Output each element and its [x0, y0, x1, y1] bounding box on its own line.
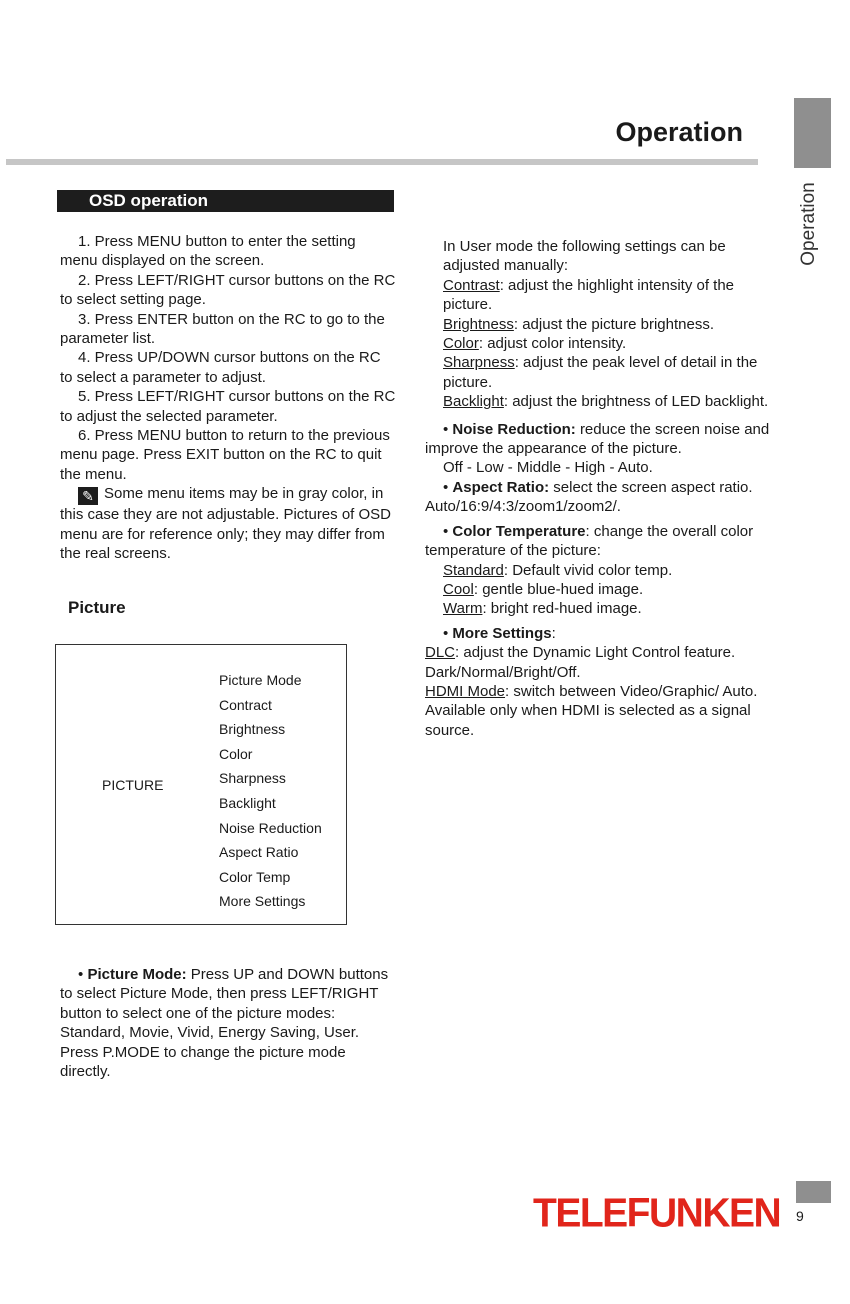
term-warm: Warm	[443, 600, 483, 618]
user-item-contrast	[443, 276, 777, 315]
desc-brightness: : adjust the picture brightness.	[513, 315, 714, 333]
ct-cool	[443, 580, 777, 599]
term-color: Color	[443, 335, 479, 353]
ct-warm	[443, 599, 777, 618]
noise-text: reduce the screen noise and improve the appearance of the picture.	[425, 420, 770, 458]
header-rule	[6, 159, 758, 165]
color-temp-label: Color Temperature	[452, 522, 586, 540]
menu-item-brightness: Brightness	[219, 721, 286, 738]
pmode-paragraph: Press P.MODE to change the picture mode directly.	[60, 1043, 346, 1081]
side-tab-label	[794, 183, 824, 273]
brand-logo	[533, 1190, 781, 1236]
desc-contrast: : adjust the highlight intensity of the picture.	[443, 276, 735, 314]
aspect-text: select the screen aspect ratio. Auto/16:9/4:3/zoom1/zoom2/.	[425, 478, 753, 516]
term-dlc: DLC	[425, 644, 456, 662]
user-mode-intro: In User mode the following settings can be adjusted manually:	[443, 238, 726, 275]
page-title: Operation	[615, 117, 743, 147]
page-number: 9	[796, 1208, 804, 1224]
menu-item-more-settings: More Settings	[219, 893, 306, 910]
noise-label: Noise Reduction:	[452, 420, 576, 438]
aspect-ratio-paragraph: • Aspect Ratio: select the screen aspect ratio. Auto/16:9/4:3/zoom1/zoom2/.	[425, 478, 753, 516]
desc-backlight: : adjust the brightness of LED backlight.	[503, 393, 769, 411]
menu-item-aspect-ratio: Aspect Ratio	[219, 844, 299, 861]
term-brightness: Brightness	[443, 315, 514, 333]
bullet: •	[78, 966, 84, 983]
hdmi-paragraph	[425, 682, 777, 740]
side-tab-marker	[794, 98, 831, 168]
desc-color: : adjust color intensity.	[478, 335, 627, 353]
term-sharpness: Sharpness	[443, 354, 515, 372]
note-pen-icon: ✎	[78, 487, 98, 505]
picture-mode-paragraph	[60, 965, 400, 1043]
menu-item-color: Color	[219, 745, 253, 762]
menu-item-backlight: Backlight	[219, 794, 276, 811]
desc-sharpness: : adjust the peak level of detail in the picture.	[443, 354, 758, 391]
steps-list	[60, 232, 397, 564]
noise-options: Off - Low - Middle - High - Auto.	[443, 459, 653, 477]
step-6: 6. Press MENU button to return to the previous menu page. Press EXIT button on the RC to quit the menu.	[60, 427, 390, 483]
more-settings-colon: :	[551, 624, 556, 642]
aspect-label: Aspect Ratio:	[452, 478, 550, 496]
picture-menu-list	[219, 668, 322, 914]
page-number-tab	[796, 1181, 831, 1203]
desc-cool: : gentle blue-hued image.	[473, 580, 644, 598]
user-item-sharpness	[443, 353, 777, 392]
note-text: Some menu items may be in gray color, in this case they are not adjustable. Pictures of OSD menu are for reference only; they may differ from the real screens.	[60, 485, 392, 563]
menu-item-color-temp: Color Temp	[219, 868, 291, 885]
picture-mode-text: Press UP and DOWN buttons to select Picture Mode, then press LEFT/RIGHT button to select one of the picture modes: Standard, Movie, Vivid, Energy Saving, User.	[60, 966, 389, 1042]
user-item-brightness	[443, 315, 777, 334]
step-1: 1. Press MENU button to enter the setting menu displayed on the screen.	[60, 233, 356, 270]
step-2: 2. Press LEFT/RIGHT cursor buttons on the RC to select setting page.	[60, 271, 396, 309]
more-settings-label: More Settings	[452, 624, 552, 642]
side-tab-label-text: Operation	[798, 182, 819, 266]
desc-standard: : Default vivid color temp.	[503, 561, 673, 579]
ct-standard	[443, 561, 777, 580]
term-cool: Cool	[443, 580, 474, 598]
desc-warm: : bright red-hued image.	[482, 600, 642, 618]
user-item-color	[443, 334, 777, 353]
brand-logo-text: TELEFUNKEN	[533, 1190, 781, 1236]
note	[60, 484, 397, 563]
picture-heading: Picture	[68, 598, 126, 617]
desc-hdmi-mode: : switch between Video/Graphic/ Auto. Available only when HDMI is selected as a signal source.	[425, 682, 758, 739]
more-settings-heading: • More Settings:	[443, 624, 556, 642]
noise-reduction-paragraph: • Noise Reduction: reduce the screen noise and improve the appearance of the picture.	[425, 420, 770, 458]
menu-item-noise-reduction: Noise Reduction	[219, 819, 322, 836]
color-temp-paragraph: • Color Temperature: change the overall color temperature of the picture:	[425, 522, 754, 560]
step-5: 5. Press LEFT/RIGHT cursor buttons on the RC to adjust the selected parameter.	[60, 388, 396, 425]
user-item-backlight	[443, 392, 777, 411]
menu-item-sharpness: Sharpness	[219, 770, 286, 787]
section-title: OSD operation	[57, 190, 394, 212]
menu-item-picture-mode: Picture Mode	[219, 672, 302, 688]
term-contrast: Contrast	[443, 276, 500, 294]
desc-dlc: : adjust the Dynamic Light Control feature. Dark/Normal/Bright/Off.	[425, 644, 736, 681]
step-3: 3. Press ENTER button on the RC to go to the parameter list.	[60, 310, 385, 348]
color-temp-text: : change the overall color temperature of the picture:	[425, 522, 754, 560]
dlc-paragraph	[425, 643, 777, 682]
color-temp-list	[425, 561, 777, 619]
picture-mode-label: Picture Mode:	[87, 966, 187, 983]
right-column	[425, 237, 777, 740]
picture-mode-section	[60, 965, 400, 1081]
step-4: 4. Press UP/DOWN cursor buttons on the RC to select a parameter to adjust.	[60, 349, 381, 386]
menu-item-contract: Contract	[219, 696, 272, 713]
picture-menu-label: PICTURE	[102, 777, 164, 793]
term-standard: Standard	[443, 561, 504, 579]
term-backlight: Backlight	[443, 393, 504, 411]
term-hdmi-mode: HDMI Mode	[425, 682, 506, 700]
user-mode-block	[425, 237, 777, 412]
